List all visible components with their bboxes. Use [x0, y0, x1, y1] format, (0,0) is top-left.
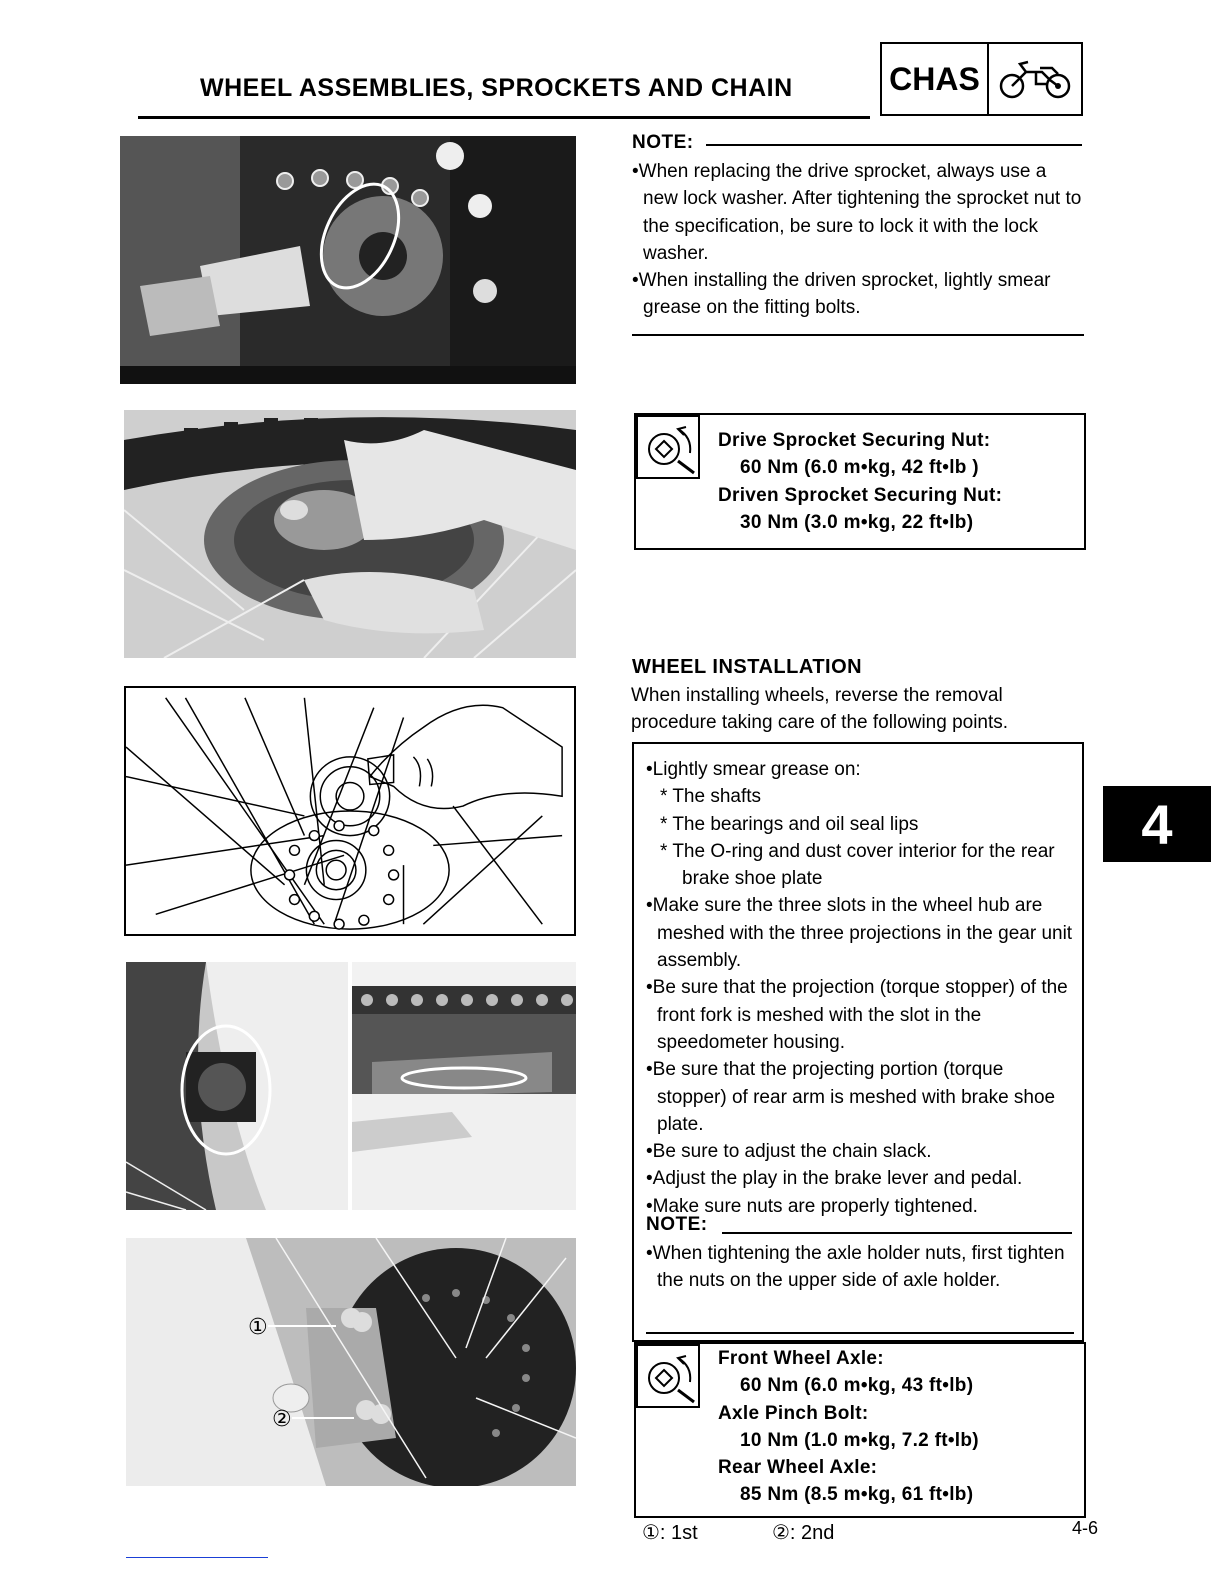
torque-label: Axle Pinch Bolt:	[718, 1402, 869, 1424]
torque-label: Driven Sprocket Securing Nut:	[718, 484, 1003, 506]
illustration-wheel-hub	[124, 686, 576, 936]
torque-lines	[718, 427, 1002, 536]
note-rule-bottom	[632, 334, 1084, 336]
step-item: •Make sure nuts are properly tightened.	[646, 1195, 978, 1217]
step-item: •Adjust the play in the brake lever and pedal.	[646, 1168, 1023, 1190]
torque-wrench-icon	[636, 415, 700, 479]
torque-label: Drive Sprocket Securing Nut:	[718, 430, 991, 451]
torque-value: 60 Nm (6.0 m•kg, 43 ft•lb)	[740, 1375, 974, 1397]
note-top-text	[632, 158, 1084, 322]
section-badge	[880, 42, 1083, 116]
photo-front-fork	[126, 962, 348, 1210]
photo-driven-sprocket	[124, 410, 576, 658]
step-item: •Be sure to adjust the chain slack.	[646, 1141, 932, 1163]
inner-note-rule-bottom	[646, 1332, 1074, 1334]
step-item: •Make sure the three slots in the wheel hub are meshed with the three projections in the gear unit assembly.	[646, 895, 1073, 972]
page-title: WHEEL ASSEMBLIES, SPROCKETS AND CHAIN	[200, 74, 793, 102]
torque-spec-axle	[634, 1342, 1086, 1518]
section-heading: WHEEL INSTALLATION	[632, 656, 863, 678]
grease-item: * The bearings and oil seal lips	[660, 813, 919, 835]
legend-2: ②: 2nd	[772, 1522, 835, 1544]
footer-rule	[126, 1557, 268, 1558]
title-rule	[138, 116, 870, 119]
callout-1: ①	[248, 1314, 268, 1339]
photo-drive-sprocket	[120, 136, 576, 384]
inner-note-label: NOTE:	[646, 1214, 708, 1235]
photo-axle-holder	[126, 1238, 576, 1486]
step-item: •Be sure that the projection (torque stopper) of the front fork is meshed with the slot in the speedometer housing.	[646, 977, 1068, 1053]
torque-lines	[718, 1345, 979, 1509]
torque-value: 60 Nm (6.0 m•kg, 42 ft•lb )	[740, 457, 979, 479]
note-item: •When installing the driven sprocket, lightly smear grease on the fitting bolts.	[632, 270, 1051, 319]
page-number: 4-6	[1072, 1518, 1099, 1538]
torque-label: Rear Wheel Axle:	[718, 1457, 878, 1479]
motorcycle-icon	[989, 44, 1081, 114]
step-item: •Lightly smear grease on:	[646, 759, 861, 780]
torque-spec-sprocket	[634, 413, 1086, 550]
torque-value: 10 Nm (1.0 m•kg, 7.2 ft•lb)	[740, 1429, 979, 1451]
torque-wrench-icon	[636, 1344, 700, 1408]
torque-label: Front Wheel Axle:	[718, 1348, 884, 1369]
section-intro: When installing wheels, reverse the removal procedure taking care of the following points.	[631, 685, 1009, 734]
grease-item: * The shafts	[660, 786, 762, 808]
installation-steps-box	[632, 742, 1084, 1342]
step-item: •Be sure that the projecting portion (torque stopper) of rear arm is meshed with brake shoe plate.	[646, 1059, 1056, 1135]
callout-2: ②	[272, 1406, 292, 1431]
grease-item: * The O-ring and dust cover interior for the rear brake shoe plate	[660, 840, 1055, 890]
steps-list	[646, 756, 1076, 1220]
torque-value: 30 Nm (3.0 m•kg, 22 ft•lb)	[740, 511, 974, 533]
note-label: NOTE:	[632, 132, 694, 153]
section-code: CHAS	[882, 44, 989, 114]
chapter-tab: 4	[1103, 786, 1211, 862]
note-item: •When replacing the drive sprocket, always use a new lock washer. After tightening the sprocket nut to the specification, be sure to lock it with the lock washer.	[632, 161, 1082, 264]
legend-1: ①: 1st	[642, 1522, 698, 1544]
note-rule-top	[706, 144, 1082, 146]
inner-note-text: •When tightening the axle holder nuts, first tighten the nuts on the upper side of axle holder.	[646, 1243, 1065, 1292]
inner-note-rule	[722, 1232, 1072, 1234]
photo-rear-arm	[352, 962, 576, 1210]
torque-value: 85 Nm (8.5 m•kg, 61 ft•lb)	[740, 1484, 974, 1506]
